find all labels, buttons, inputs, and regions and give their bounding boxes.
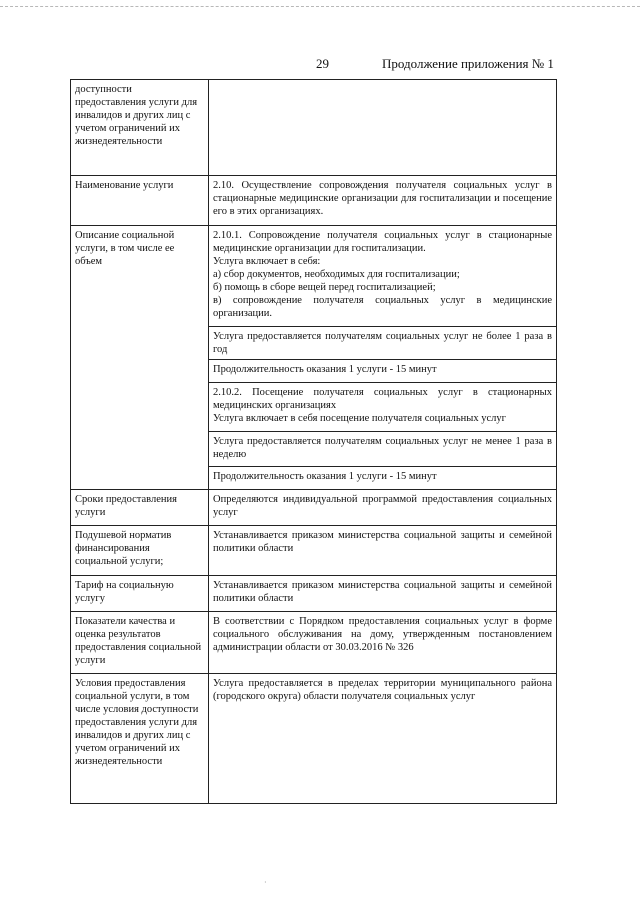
frequency-2-10-2: Услуга предоставляется получателям социальных услуг не менее 1 раза в неделю [209, 431, 556, 466]
service-table [70, 79, 557, 804]
frequency-2-10-1: Услуга предоставляется получателям социальных услуг не более 1 раза в год [209, 326, 556, 359]
row-label: доступности предоставления услуги для инвалидов и других лиц с учетом ограничений их жизнедеятельности [71, 80, 209, 176]
table-row [71, 226, 557, 490]
page-header [0, 56, 640, 76]
row-label: Тариф на социальную услугу [71, 576, 209, 612]
table-row [71, 490, 557, 526]
service-description [209, 226, 557, 490]
service-tariff: Устанавливается приказом министерства социальной защиты и семейной политики области [209, 576, 557, 612]
duration-2-10-1: Продолжительность оказания 1 услуги - 15 минут [209, 359, 556, 382]
scan-artifact: · [264, 878, 267, 887]
table-row [71, 674, 557, 804]
table-row [71, 176, 557, 226]
appendix-continuation: Продолжение приложения № 1 [382, 56, 554, 71]
table-row [71, 80, 557, 176]
duration-2-10-2: Продолжительность оказания 1 услуги - 15 минут [209, 466, 556, 489]
row-content [209, 80, 557, 176]
row-label: Наименование услуги [71, 176, 209, 226]
quality-indicators: В соответствии с Порядком предоставления социальных услуг в форме социального обслуживания на дому, утвержденным постановлением администрации области от 30.03.2016 № 326 [209, 612, 557, 674]
row-label: Описание социальной услуги, в том числе ее объем [71, 226, 209, 490]
page-number: 29 [316, 56, 329, 71]
row-label: Подушевой норматив финансирования социальной услуги; [71, 526, 209, 576]
scan-edge-line [0, 6, 640, 7]
subservice-2-10-1: 2.10.1. Сопровождение получателя социальных услуг в стационарные медицинские организации для госпитализации. Услуга включает в себя: а) сбор документов, необходимых для госпитализации; б) помощь в сборе вещей перед госпитализацией; в) сопровождение получателя социальных услуг в медицинские организации. [213, 230, 552, 319]
row-label: Показатели качества и оценка результатов предоставления социальной услуги [71, 612, 209, 674]
service-terms: Определяются индивидуальной программой предоставления социальных услуг [209, 490, 557, 526]
funding-norm: Устанавливается приказом министерства социальной защиты и семейной политики области [209, 526, 557, 576]
table-row [71, 576, 557, 612]
table-row [71, 612, 557, 674]
subservice-2-10-2: 2.10.2. Посещение получателя социальных услуг в стационарных медицинских организациях Услуга включает в себя посещение получателя социальных услуг [209, 382, 556, 431]
service-conditions: Услуга предоставляется в пределах территории муниципального района (городского округа) области получателя социальных услуг [209, 674, 557, 804]
table-row [71, 526, 557, 576]
row-label: Сроки предоставления услуги [71, 490, 209, 526]
row-label: Условия предоставления социальной услуги, в том числе условия доступности предоставления услуги для инвалидов и других лиц с учетом ограничений их жизнедеятельности [71, 674, 209, 804]
service-name: 2.10. Осуществление сопровождения получателя социальных услуг в стационарные медицинские организации для госпитализации и посещение его в этих организациях. [209, 176, 557, 226]
